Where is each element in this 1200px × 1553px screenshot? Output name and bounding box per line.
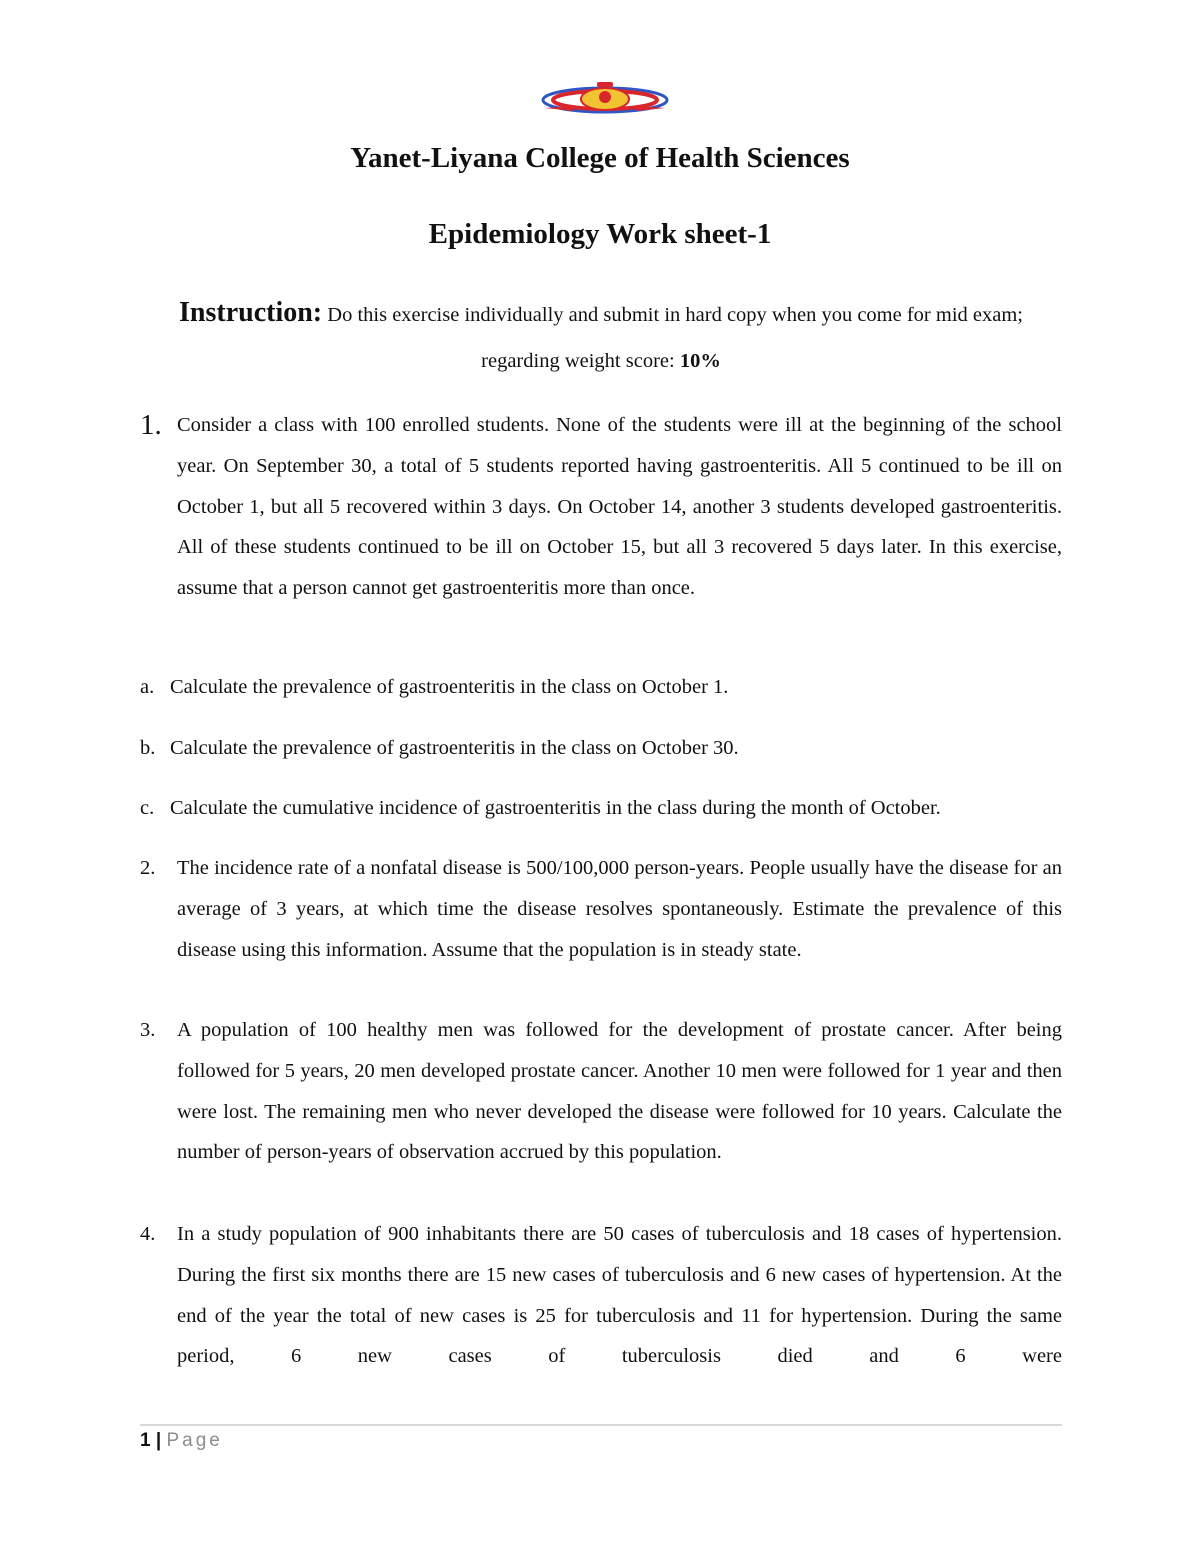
question-3	[140, 1010, 1062, 1173]
college-emblem-icon	[535, 78, 675, 116]
sub-question-label: b.	[140, 737, 156, 759]
college-name: Yanet-Liyana College of Health Sciences	[350, 142, 850, 174]
question-text: Consider a class with 100 enrolled students. None of the students were ill at the beginning of the school year. On September 30, a total of 5 students reported having gastroenteritis. All 5 continued to be ill on October 1, but all 5 recovered within 3 days. On October 14, another 3 students developed gastroenteritis. All of these students continued to be ill on October 15, but all 3 recovered 5 days later. In this exercise, assume that a person cannot get gastroenteritis more than once.	[177, 414, 1062, 600]
page-label: Page	[166, 1430, 223, 1451]
question-2	[140, 848, 1062, 970]
question-text: In a study population of 900 inhabitants there are 50 cases of tuberculosis and 18 cases of hypertension. During the first six months there are 15 new cases of tuberculosis and 6 new cases of hypertension. At the end of the year the total of new cases is 25 for tuberculosis and 11 for hypertension. During the same period, 6 new cases of tuberculosis died and 6 were	[177, 1223, 1062, 1368]
sub-question-text: Calculate the prevalence of gastroenteritis in the class on October 1.	[170, 676, 729, 698]
sub-question-b	[140, 733, 1062, 763]
worksheet-title: Epidemiology Work sheet-1	[428, 218, 772, 250]
sub-question-c	[140, 793, 1062, 823]
page-number: 1	[140, 1430, 151, 1451]
page-footer	[140, 1430, 223, 1452]
question-number: 4.	[140, 1223, 156, 1245]
sub-question-a	[140, 672, 1062, 702]
sub-question-text: Calculate the cumulative incidence of gastroenteritis in the class during the month of October.	[170, 797, 941, 819]
question-1	[140, 405, 1062, 609]
weight-score: 10%	[679, 350, 721, 372]
page-separator: |	[155, 1430, 162, 1451]
instruction	[140, 290, 1062, 384]
footer-divider	[140, 1424, 1062, 1426]
question-4	[140, 1214, 1062, 1377]
question-text: The incidence rate of a nonfatal disease is 500/100,000 person-years. People usually have the disease for an average of 3 years, at which time the disease resolves spontaneously. Estimate the prevalence of this disease using this information. Assume that the population is in steady state.	[177, 857, 1062, 961]
instruction-text: Do this exercise individually and submit in hard copy when you come for mid exam; regarding weight score:	[327, 304, 1023, 372]
question-number: 2.	[140, 857, 156, 879]
sub-question-label: a.	[140, 676, 155, 698]
sub-question-text: Calculate the prevalence of gastroenteritis in the class on October 30.	[170, 737, 739, 759]
sub-question-label: c.	[140, 797, 155, 819]
question-number: 1.	[140, 409, 162, 441]
question-number: 3.	[140, 1019, 156, 1041]
instruction-label: Instruction:	[179, 297, 323, 328]
question-text: A population of 100 healthy men was followed for the development of prostate cancer. After being followed for 5 years, 20 men developed prostate cancer. Another 10 men were followed for 1 year and then were lost. The remaining men who never developed the disease were followed for 10 years. Calculate the number of person-years of observation accrued by this population.	[177, 1019, 1062, 1164]
